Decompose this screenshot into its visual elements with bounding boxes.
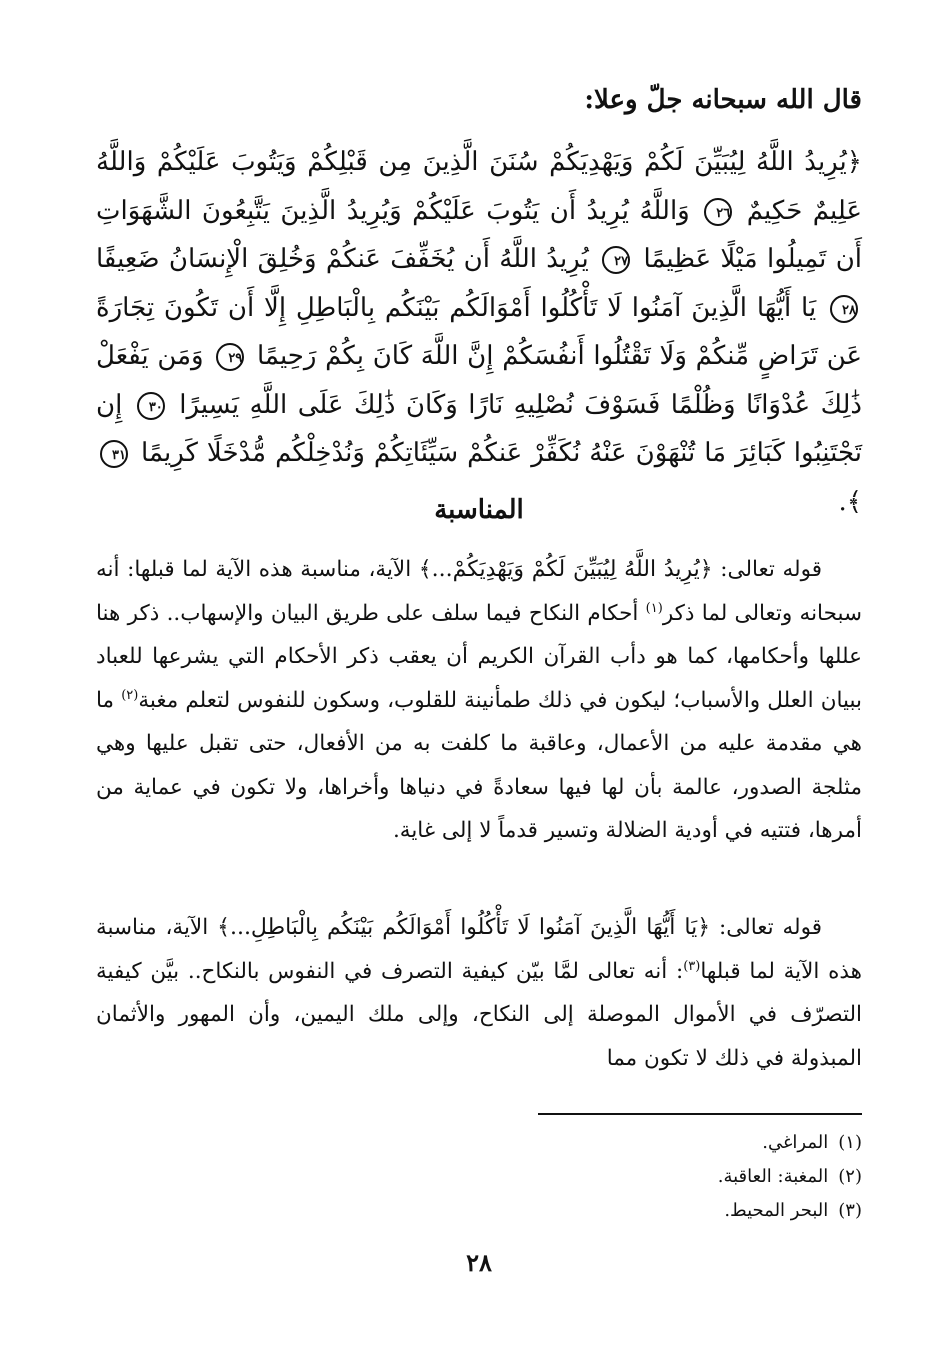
para2-text-b: : أنه تعالى لمَّا بيّن كيفية التصرف في النفوس بالنكاح.. بيَّن كيفية التصرّف في الأموال الموصلة إلى النكاح، وإلى ملك اليمين، وأن المهور والأثمان المبذولة في ذلك لا تكون مما [96, 958, 862, 1071]
footnote-2 [96, 1160, 862, 1194]
para2-lead: قوله تعالى: [710, 915, 822, 940]
verse-close-bracket: ﴾. [838, 486, 862, 517]
quran-verses [96, 138, 862, 526]
para1-text-c: ما هي مقدمة عليه من الأعمال، وعاقبة ما كلفت به من الأفعال، حتى تقبل عليها وهي مثلجة الصدور، عالمة بأن لها فيها سعادةً في دنياها وأخراها، ولا تكون في عماية من أمرها، فتتيه في أودية الضلالة وتسير قدماً لا إلى غاية. [96, 687, 862, 843]
footnote-divider [538, 1113, 862, 1115]
footnote-3-number: (٣) [838, 1200, 862, 1221]
para2-text-a: الآية، مناسبة هذه الآية لما قبلها [96, 915, 862, 984]
footnote-1 [96, 1126, 862, 1160]
ayah-number-26: ٢٦ [704, 198, 732, 226]
footnote-2-number: (٢) [838, 1166, 862, 1187]
footnote-ref-2[interactable]: (٢) [121, 687, 139, 703]
para1-lead: قوله تعالى: [712, 557, 822, 582]
footnote-3 [96, 1194, 862, 1228]
ayah-number-30: ٣٠ [137, 392, 165, 420]
para1-quote: ﴿يُرِيدُ اللَّهُ لِيُبَيِّنَ لَكُمْ وَيَهْدِيَكُمْ...﴾ [418, 557, 713, 582]
paragraph-1 [96, 548, 862, 853]
verse-29-text: يَا أَيُّهَا الَّذِينَ آمَنُوا لَا تَأْكُلُوا أَمْوَالَكُم بَيْنَكُم بِالْبَاطِلِ إِلَّا أَن تَكُونَ تِجَارَةً عَن تَرَاضٍ مِّنكُمْ وَلَا تَقْتُلُوا أَنفُسَكُمْ إِنَّ اللَّهَ كَانَ بِكُمْ رَحِيمًا [96, 292, 862, 371]
footnote-ref-3[interactable]: (٣) [683, 958, 701, 974]
ayah-number-31: ٣١ [100, 440, 128, 468]
ayah-number-29: ٢٩ [216, 343, 244, 371]
verse-31-text: إِن تَجْتَنِبُوا كَبَائِرَ مَا تُنْهَوْنَ عَنْهُ نُكَفِّرْ عَنكُمْ سَيِّئَاتِكُمْ وَنُدْخِلْكُم مُّدْخَلًا كَرِيمًا [96, 389, 863, 468]
verse-open-bracket: ﴿ [846, 147, 862, 177]
ayah-number-27: ٢٧ [602, 246, 630, 274]
footnote-3-text: البحر المحيط. [724, 1200, 829, 1221]
intro-heading: قال الله سبحانه جلّ وعلا: [584, 85, 862, 115]
para2-quote: ﴿يَا أَيُّهَا الَّذِينَ آمَنُوا لَا تَأْكُلُوا أَمْوَالَكُم بَيْنَكُم بِالْبَاطِلِ...﴾ [217, 915, 711, 940]
footnotes [96, 1126, 862, 1228]
footnote-2-text: المغبة: العاقبة. [717, 1166, 829, 1187]
verse-27-text: وَاللَّهُ يُرِيدُ أَن يَتُوبَ عَلَيْكُمْ وَيُرِيدُ الَّذِينَ يَتَّبِعُونَ الشَّهَوَاتِ أَن تَمِيلُوا مَيْلًا عَظِيمًا [96, 195, 863, 274]
verse-26-text: يُرِيدُ اللَّهُ لِيُبَيِّنَ لَكُمْ وَيَهْدِيَكُمْ سُنَنَ الَّذِينَ مِن قَبْلِكُمْ وَيَتُوبَ عَلَيْكُمْ وَاللَّهُ عَلِيمٌ حَكِيمٌ [96, 147, 863, 226]
page-number: ٢٨ [466, 1248, 492, 1277]
section-title: المناسبة [434, 495, 524, 525]
ayah-number-28: ٢٨ [830, 295, 858, 323]
verse-28-text: يُرِيدُ اللَّهُ أَن يُخَفِّفَ عَنكُمْ وَخُلِقَ الْإِنسَانُ ضَعِيفًا [96, 244, 589, 274]
book-page [96, 0, 862, 1364]
footnote-1-text: المراغي. [762, 1132, 829, 1153]
paragraph-2 [96, 906, 862, 1080]
para1-text-b: أحكام النكاح فيما سلف على طريق البيان والإسهاب.. ذكر هنا عللها وأحكامها، كما هو دأب القرآن الكريم أن يعقب ذكر الأحكام التي يشرعها للعباد ببيان العلل والأسباب؛ ليكون في ذلك طمأنينة للقلوب، وسكون للنفوس لتعلم مغبة [96, 600, 862, 713]
footnote-ref-1[interactable]: (١) [645, 600, 663, 616]
para1-text-a: الآية، مناسبة هذه الآية لما قبلها: أنه سبحانه وتعالى لما ذكر [96, 557, 862, 626]
verse-30-text: وَمَن يَفْعَلْ ذَٰلِكَ عُدْوَانًا وَظُلْمًا فَسَوْفَ نُصْلِيهِ نَارًا وَكَانَ ذَٰلِكَ عَلَى اللَّهِ يَسِيرًا [96, 341, 863, 420]
footnote-1-number: (١) [838, 1132, 862, 1153]
